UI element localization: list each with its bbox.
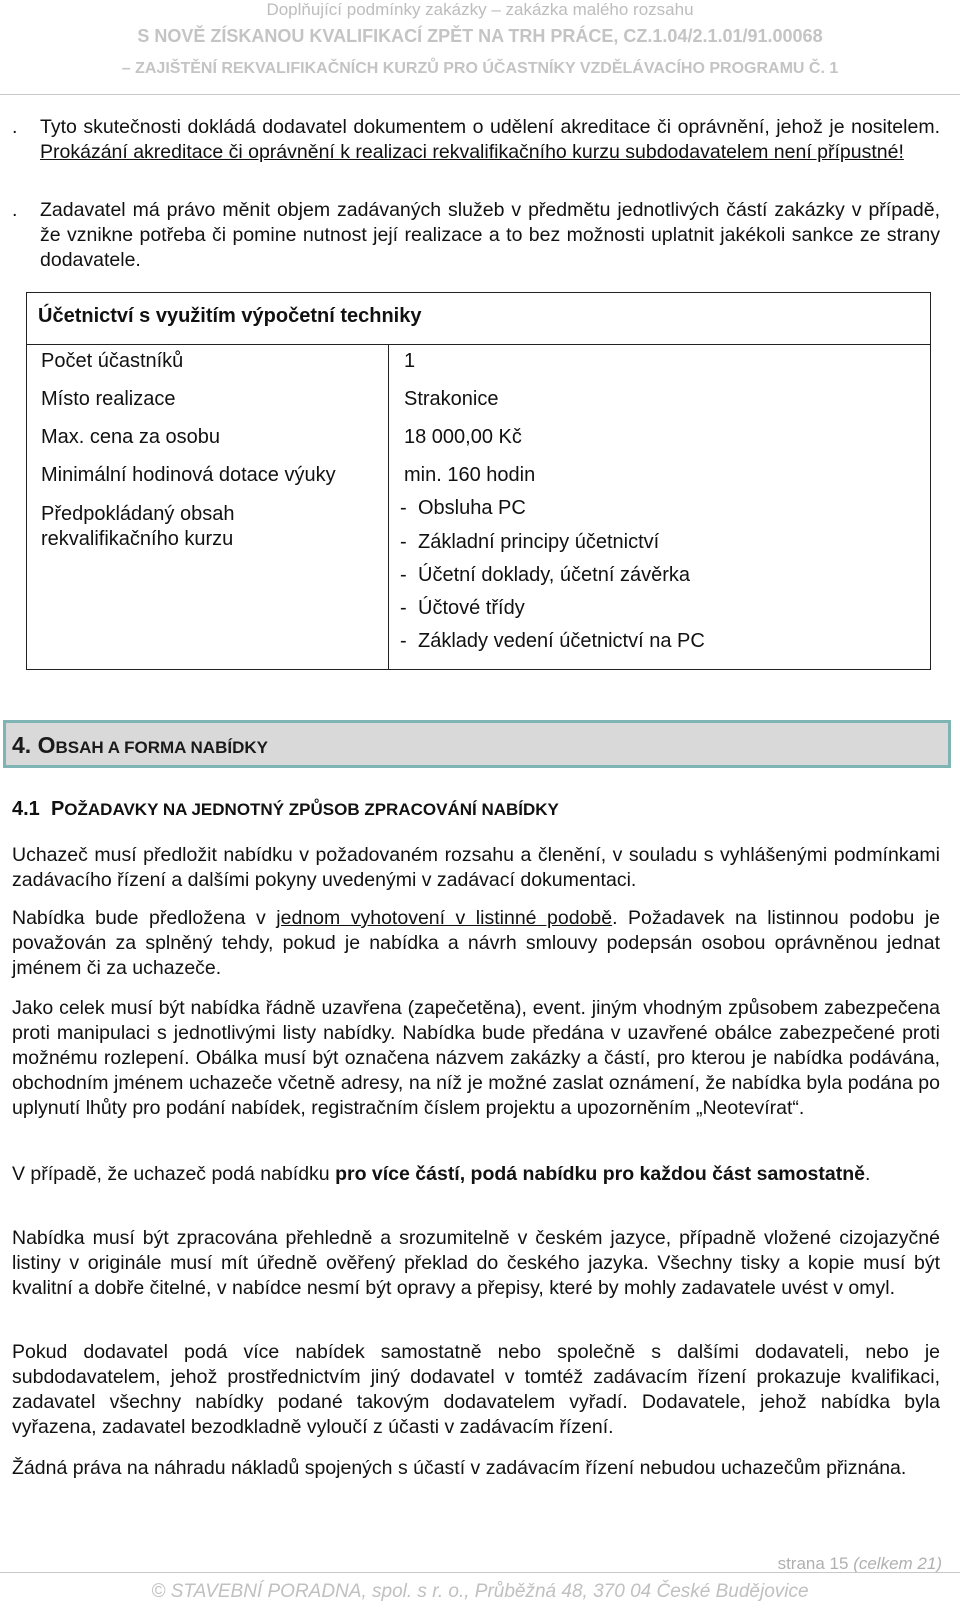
body-paragraph: Jako celek musí být nabídka řádně uzavřena (zapečetěna), event. jiným vhodným způsobem zabezpečena proti manipulaci s jednotlivými listy nabídky. Nabídka bude předána v uzavřené obálce zabezpečené proti možnému rozlepení. Obálka musí být označena názvem zakázky a částí, pro kterou je nabídka podávána, obchodním jménem uchazeče včetně adresy, na níž je možné zaslat oznámení, že nabídka byla podána po uplynutí lhůty pro podání nabídek, registračním číslem projektu a upozorněním „Neotevírat“. <box>12 997 940 1119</box>
document-header-title: Doplňující podmínky zakázky – zakázka malého rozsahu <box>266 0 694 19</box>
content-item: - Základy vedení účetnictví na PC <box>400 630 705 652</box>
project-subtitle: – ZAJIŠTĚNÍ REKVALIFIKAČNÍCH KURZŮ PRO ÚČASTNÍKY VZDĚLÁVACÍHO PROGRAMU Č. 1 <box>121 60 839 77</box>
course-title: Účetnictví s využitím výpočetní techniky <box>38 305 422 327</box>
row-label-participants: Počet účastníků <box>41 350 184 372</box>
content-item: - Účetní doklady, účetní závěrka <box>400 564 690 586</box>
row-label-min-hours: Minimální hodinová dotace výuky <box>41 464 336 486</box>
content-item: - Účtové třídy <box>400 597 525 619</box>
paragraph-bullet: . <box>12 116 18 138</box>
row-value-min-hours: min. 160 hodin <box>404 464 536 486</box>
row-value-location: Strakonice <box>404 388 499 410</box>
section-heading: 4. OBSAH A FORMA NABÍDKY <box>12 732 268 758</box>
body-paragraph: Nabídka musí být zpracována přehledně a srozumitelně v českém jazyce, případně vložené cizojazyčné listiny v originále musí mít úředně ověřený překlad do českého jazyka. Všechny tisky a kopie musí být kvalitní a dobře čitelné, v nabídce nesmí být opravy a přepisy, které by mohly zadavatele uvést v omyl. <box>12 1227 940 1299</box>
footer-company: © STAVEBNÍ PORADNA, spol. s r. o., Průběžná 48, 370 04 České Budějovice <box>151 1581 809 1602</box>
body-paragraph: Uchazeč musí předložit nabídku v požadovaném rozsahu a členění, v souladu s vyhlášenými podmínkami zadávacího řízení a dalšími pokyny uvedenými v zadávací dokumentaci. <box>12 844 940 891</box>
content-item: - Obsluha PC <box>400 497 526 519</box>
subcontractor-warning: Prokázání akreditace či oprávnění k realizaci rekvalifikačního kurzu subdodavatelem není přípustné! <box>40 141 904 163</box>
row-value-participants: 1 <box>404 350 416 372</box>
row-value-max-price: 18 000,00 Kč <box>404 426 522 448</box>
body-paragraph: V případě, že uchazeč podá nabídku pro více částí, podá nabídku pro každou část samostatně. <box>12 1163 871 1185</box>
row-label-content: Předpokládaný obsah <box>41 503 235 525</box>
body-paragraph: Žádná práva na náhradu nákladů spojených s účastí v zadávacím řízení nebudou uchazečům přiznána. <box>12 1457 907 1479</box>
content-item: - Základní principy účetnictví <box>400 531 660 553</box>
footer-divider <box>0 1572 960 1573</box>
row-label-location: Místo realizace <box>41 388 176 410</box>
accreditation-paragraph: Tyto skutečnosti dokládá dodavatel dokumentem o udělení akreditace či oprávnění, jehož je nositelem. Prokázání akreditace či oprávnění k realizaci rekvalifikačního kurzu subdodavatelem není přípustné! <box>40 116 940 163</box>
table-column-divider <box>388 344 389 670</box>
table-divider <box>26 344 931 345</box>
header-divider <box>0 94 960 95</box>
body-paragraph: Nabídka bude předložena v jednom vyhotovení v listinné podobě. Požadavek na listinnou podobu je považován za splněný tehdy, pokud je nabídka a návrh smlouvy podepsán osobou oprávněnou jednat jménem či za uchazeče. <box>12 907 940 979</box>
paragraph-bullet: . <box>12 199 18 221</box>
page-number: strana 15 (celkem 21) <box>777 1554 942 1573</box>
scope-change-paragraph: Zadavatel má právo měnit objem zadávaných služeb v předmětu jednotlivých částí zakázky v případě, že vznikne potřeba či pomine nutnost její realizace a to bez možnosti uplatnit jakékoli sankce ze strany dodavatele. <box>40 199 940 271</box>
project-title: S NOVĚ ZÍSKANOU KVALIFIKACÍ ZPĚT NA TRH PRÁCE, CZ.1.04/2.1.01/91.00068 <box>137 26 823 46</box>
row-label-max-price: Max. cena za osobu <box>41 426 220 448</box>
paper-form-requirement: jednom vyhotovení v listinné podobě <box>276 907 613 929</box>
subsection-heading: 4.1 POŽADAVKY NA JEDNOTNÝ ZPŮSOB ZPRACOVÁNÍ NABÍDKY <box>12 798 559 820</box>
body-paragraph: Pokud dodavatel podá více nabídek samostatně nebo společně s dalšími dodavateli, nebo je subdodavatelem, jehož prostřednictvím jiný dodavatel v tomtéž zadávacím řízení prokazuje kvalifikaci, zadavatel všechny nabídky podané takovým dodavatelem vyřadí. Dodavatele, jehož nabídka byla vyřazena, zadavatel bezodkladně vyloučí z účasti v zadávacím řízení. <box>12 1341 940 1438</box>
row-label-content-2: rekvalifikačního kurzu <box>41 528 234 550</box>
